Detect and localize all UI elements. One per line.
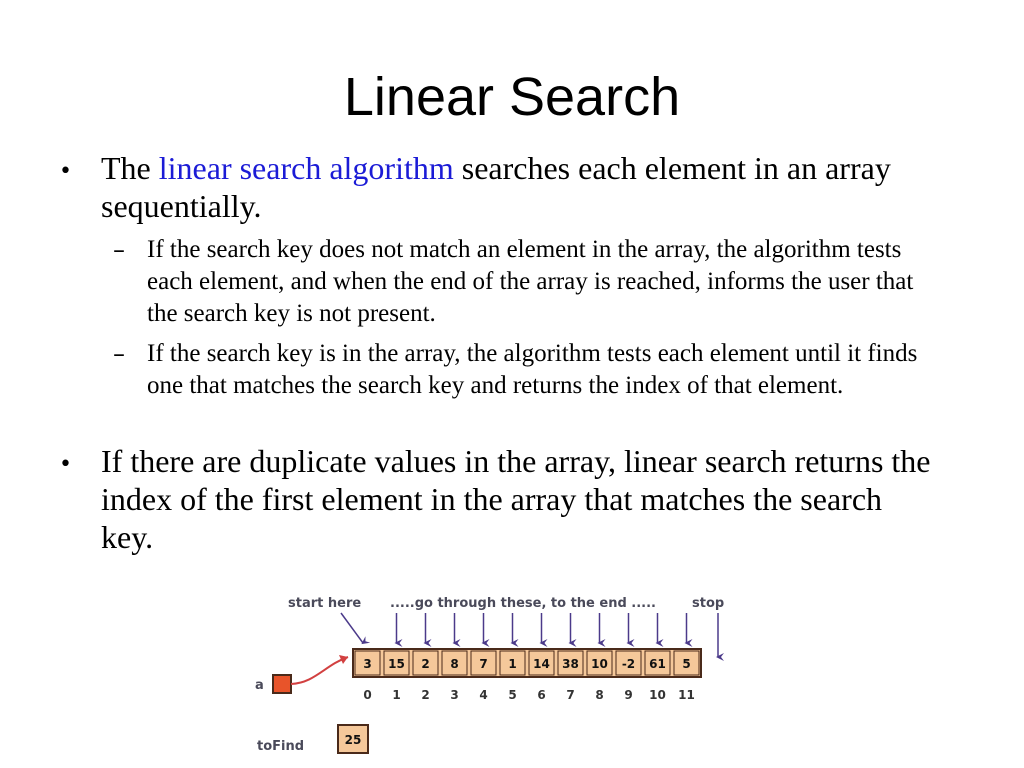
array-index-label: 3 [450,688,459,702]
array-cell-value: 7 [479,657,488,671]
array-index-label: 5 [508,688,517,702]
bullet-linear-search-intro [59,149,931,225]
sub-bullet-marker: – [113,236,125,264]
pointer-arrow [291,657,348,684]
bullet-text-suffix: searches each element in an array sequentially. [101,150,891,224]
array-cell-value: 8 [450,657,459,671]
sub-bullet-key-found [113,338,947,402]
array-cell-value: 15 [388,657,405,671]
go-through-label: .....go through these, to the end ..... [390,596,656,611]
array-index-label: 0 [363,688,372,702]
array-cell-value: 3 [363,657,372,671]
start-arrow-icon [341,613,363,643]
array-cell-value: 38 [562,657,579,671]
slide-title: Linear Search [343,67,681,127]
array-cell-value: 2 [421,657,430,671]
linear-search-diagram [245,585,745,765]
bullet-text: If there are duplicate values in the array, linear search returns the index of the first element in the array that matches the search key. [101,443,931,555]
array-cell-value: 1 [508,657,517,671]
index-labels-group [363,688,695,702]
array-index-label: 11 [678,688,695,702]
array-cell-value: 10 [591,657,608,671]
array-cell-value: 5 [682,657,691,671]
array-cell-value: 14 [533,657,550,671]
tofind-value: 25 [344,733,362,747]
array-index-label: 4 [479,688,488,702]
array-index-label: 7 [566,688,575,702]
array-name-label: a [255,678,264,693]
tofind-label: toFind [257,739,305,754]
start-here-label: start here [288,596,362,611]
bullet-text-prefix: The [101,150,159,186]
sub-bullet-marker: – [113,340,125,368]
array-index-label: 9 [624,688,633,702]
array-index-label: 1 [392,688,401,702]
array-cell-value: -2 [621,657,636,671]
bullet-duplicates [59,442,931,556]
array-pointer-box [273,675,291,693]
bullet-marker: • [59,452,72,477]
linear-search-algorithm-link[interactable]: linear search algorithm [158,150,454,186]
sub-bullet-text: If the search key is in the array, the algorithm tests each element until it finds one that matches the search key and returns the index of that element. [147,340,918,399]
array-index-label: 2 [421,688,430,702]
array-index-label: 10 [649,688,666,702]
sub-bullet-key-not-found [113,234,947,330]
sub-bullet-text: If the search key does not match an element in the array, the algorithm tests each element, and when the end of the array is reached, informs the user that the search key is not present. [147,236,914,327]
bullet-marker: • [59,159,72,184]
array-index-label: 8 [595,688,604,702]
array-cells-group [353,649,701,677]
array-index-label: 6 [537,688,546,702]
array-cell-value: 61 [649,657,666,671]
stop-label: stop [692,596,725,611]
